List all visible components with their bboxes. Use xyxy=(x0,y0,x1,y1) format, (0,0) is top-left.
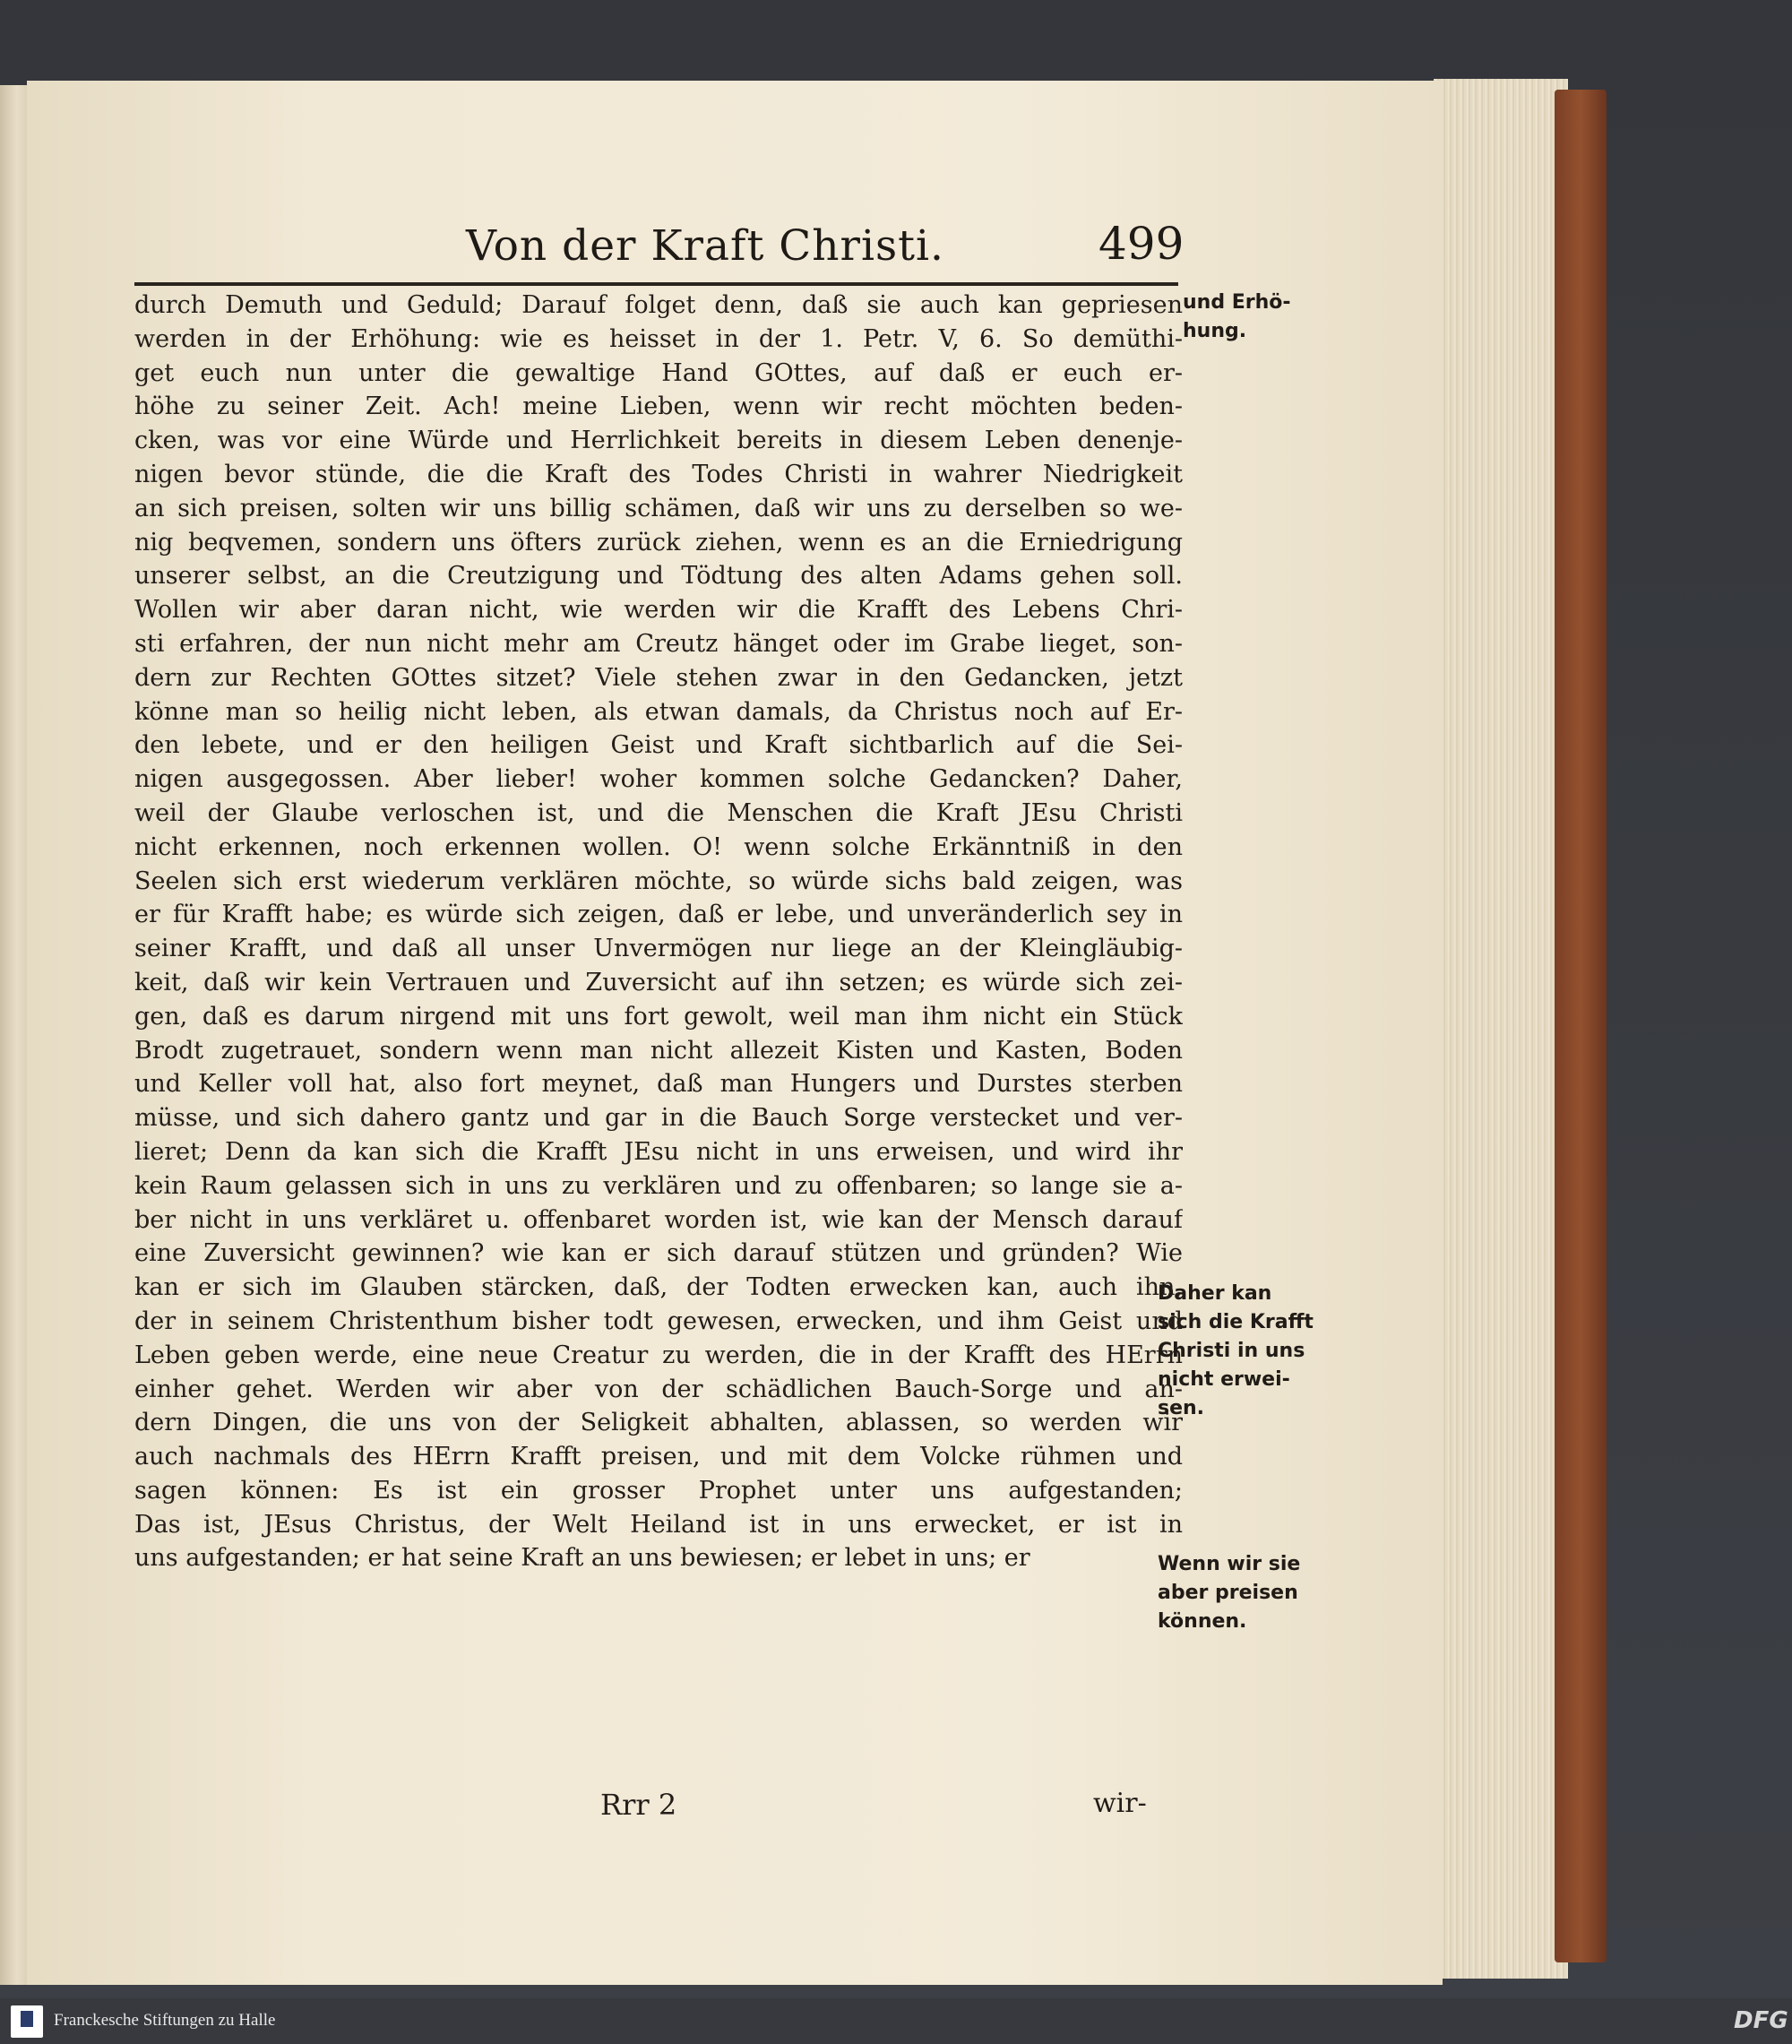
book-page xyxy=(27,81,1443,1985)
text-line: er für Krafft habe; es würde sich zeigen, daß er lebe, und unveränderlich sey in xyxy=(134,901,1183,929)
text-line: unserer selbst, an die Creutzigung und Tödtung des alten Adams gehen soll. xyxy=(134,562,1183,591)
footer-bar xyxy=(0,1998,1792,2044)
text-line: an sich preisen, solten wir uns billig schämen, daß wir uns zu derselben so we- xyxy=(134,494,1183,522)
text-line: den lebete, und er den heiligen Geist und Kraft sichtbarlich auf die Sei- xyxy=(134,731,1183,760)
marginal-note-line: sen. xyxy=(1158,1397,1205,1419)
marginal-note xyxy=(1158,1550,1300,1636)
marginal-note-line: sich die Krafft xyxy=(1158,1311,1314,1333)
text-line: lieret; Denn da kan sich die Krafft JEsu nicht in uns erweisen, und wird ihr xyxy=(134,1137,1183,1166)
text-line: Leben geben werde, eine neue Creatur zu werden, die in der Krafft des HErrn xyxy=(134,1341,1183,1369)
marginal-note-line: Wenn wir sie xyxy=(1158,1553,1301,1575)
text-line: kan er sich im Glauben stärcken, daß, der Todten erwecken kan, auch ihn, xyxy=(134,1273,1183,1302)
text-line: und Keller voll hat, also fort meynet, daß man Hungers und Durstes sterben xyxy=(134,1070,1183,1099)
marginal-note xyxy=(1158,1280,1314,1423)
text-line: get euch nun unter die gewaltige Hand GOttes, auf daß er euch er- xyxy=(134,358,1183,387)
header-rule xyxy=(134,282,1178,286)
text-line: sagen können: Es ist ein grosser Prophet unter uns aufgestanden; xyxy=(134,1476,1183,1505)
text-line: dern zur Rechten GOttes sitzet? Viele stehen zwar in den Gedancken, jetzt xyxy=(134,663,1183,692)
text-line: uns aufgestanden; er hat seine Kraft an uns bewiesen; er lebet in uns; er xyxy=(134,1544,1030,1573)
book-cover-edge xyxy=(1555,90,1607,1962)
text-line: eine Zuversicht gewinnen? wie kan er sich darauf stützen und gründen? Wie xyxy=(134,1239,1183,1268)
text-line: ber nicht in uns verkläret u. offenbaret worden ist, wie kan der Mensch darauf xyxy=(134,1205,1183,1234)
text-line: einher gehet. Werden wir aber von der schädlichen Bauch-Sorge und an- xyxy=(134,1375,1183,1403)
text-line: Das ist, JEsus Christus, der Welt Heiland ist in uns erwecket, er ist in xyxy=(134,1510,1183,1539)
text-line: Wollen wir aber daran nicht, wie werden wir die Krafft des Lebens Chri- xyxy=(134,596,1183,625)
running-head: Von der Kraft Christi. xyxy=(466,221,944,271)
page-number: 499 xyxy=(1098,218,1185,270)
catchword: wir- xyxy=(1093,1788,1147,1819)
facing-page-edge xyxy=(0,85,29,1985)
text-line: Seelen sich erst wiederum verklären möchte, so würde sichs bald zeigen, was xyxy=(134,867,1183,895)
text-line: weil der Glaube verloschen ist, und die Menschen die Kraft JEsu Christi xyxy=(134,798,1183,827)
marginal-note-line: und Erhö- xyxy=(1183,291,1291,314)
marginal-note-line: hung. xyxy=(1183,320,1247,342)
text-line: keit, daß wir kein Vertrauen und Zuversicht auf ihn setzen; es würde sich zei- xyxy=(134,968,1183,996)
text-line: gen, daß es darum nirgend mit uns fort gewolt, weil man ihm nicht ein Stück xyxy=(134,1002,1183,1031)
signature-mark: Rrr 2 xyxy=(600,1788,677,1822)
text-line: nigen bevor stünde, die die Kraft des Todes Christi in wahrer Niedrigkeit xyxy=(134,460,1183,488)
text-line: nigen ausgegossen. Aber lieber! woher kommen solche Gedancken? Daher, xyxy=(134,765,1183,794)
text-line: durch Demuth und Geduld; Darauf folget denn, daß sie auch kan gepriesen xyxy=(134,291,1183,319)
text-line: seiner Krafft, und daß all unser Unvermögen nur liege an der Kleingläubig- xyxy=(134,935,1183,963)
page-header xyxy=(134,166,1185,282)
institution-name: Franckesche Stiftungen zu Halle xyxy=(54,2011,276,2030)
dfg-logo-icon[interactable]: DFG xyxy=(1734,2007,1788,2034)
text-line: werden in der Erhöhung: wie es heisset in der 1. Petr. V, 6. So demüthi- xyxy=(134,324,1183,353)
text-line: sti erfahren, der nun nicht mehr am Creutz hänget oder im Grabe lieget, son- xyxy=(134,629,1183,658)
text-line: müsse, und sich dahero gantz und gar in die Bauch Sorge verstecket und ver- xyxy=(134,1104,1183,1133)
text-line: kein Raum gelassen sich in uns zu verklären und zu offenbaren; so lange sie a- xyxy=(134,1171,1183,1200)
marginal-note-line: aber preisen xyxy=(1158,1582,1298,1604)
marginal-note-line: nicht erwei- xyxy=(1158,1368,1290,1391)
marginal-note-line: Daher kan xyxy=(1158,1282,1272,1305)
page-stack-edge xyxy=(1434,79,1568,1979)
text-line: nicht erkennen, noch erkennen wollen. O! wenn solche Erkänntniß in den xyxy=(134,832,1183,861)
text-line: Brodt zugetrauet, sondern wenn man nicht allezeit Kisten und Kasten, Boden xyxy=(134,1036,1183,1065)
francke-foundations-logo-icon[interactable] xyxy=(11,2005,43,2038)
text-line: der in seinem Christenthum bisher todt gewesen, erwecken, und ihm Geist und xyxy=(134,1307,1183,1335)
text-line: cken, was vor eine Würde und Herrlichkeit bereits in diesem Leben denenje- xyxy=(134,427,1183,455)
marginal-note-line: können. xyxy=(1158,1610,1247,1633)
body-text xyxy=(134,289,1183,1575)
text-line: auch nachmals des HErrn Krafft preisen, und mit dem Volcke rühmen und xyxy=(134,1443,1183,1471)
marginal-note xyxy=(1183,289,1291,346)
text-line: könne man so heilig nicht leben, als etwan damals, da Christus noch auf Er- xyxy=(134,697,1183,726)
text-line: dern Dingen, die uns von der Seligkeit abhalten, ablassen, so werden wir xyxy=(134,1409,1183,1437)
text-line: nig beqvemen, sondern uns öfters zurück ziehen, wenn es an die Erniedrigung xyxy=(134,528,1183,556)
text-line: höhe zu seiner Zeit. Ach! meine Lieben, wenn wir recht möchten beden- xyxy=(134,392,1183,421)
marginal-note-line: Christi in uns xyxy=(1158,1340,1305,1362)
